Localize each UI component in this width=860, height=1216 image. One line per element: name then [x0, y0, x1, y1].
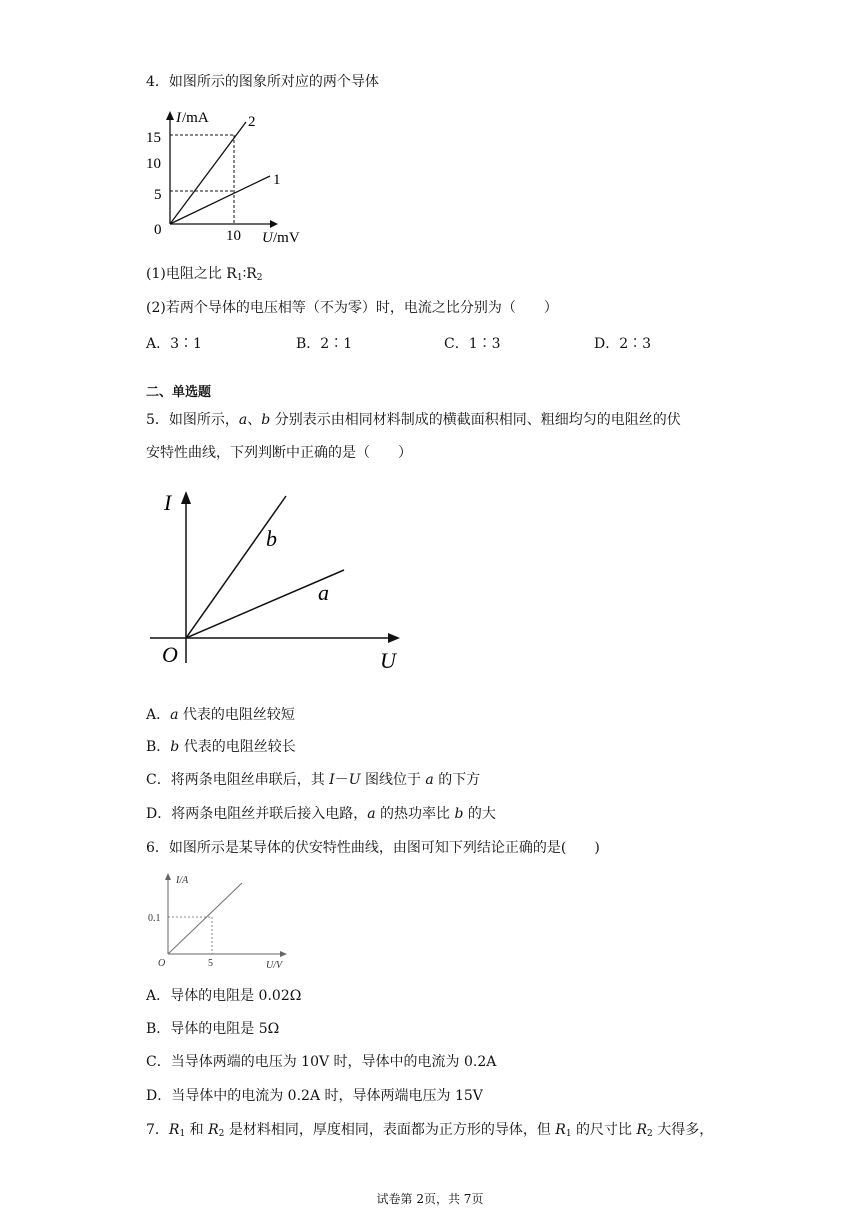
q6-line	[168, 883, 242, 954]
page-footer: 试卷第 2页，共 7页	[376, 1192, 484, 1206]
q4-option-a[interactable]: A．3∶1	[146, 336, 202, 352]
q6-y-tick: 0.1	[148, 913, 161, 924]
q4-y-axis-var: I	[176, 110, 181, 126]
q5-option-d[interactable]: D．将两条电阻丝并联后接入电路，a 的热功率比 b 的大	[146, 806, 496, 822]
q6-x-tick: 5	[208, 958, 213, 969]
q4-y-tick-5: 5	[154, 187, 162, 203]
q4-sub1: (1)电阻之比 $R_1∶R_2$	[146, 266, 263, 283]
q6-x-axis-label: U/V	[266, 960, 283, 971]
q5-stem-line2: 安特性曲线，下列判断中正确的是（ ）	[146, 445, 412, 461]
q5-option-b[interactable]: B．b 代表的电阻丝较长	[146, 739, 296, 755]
q5-option-a[interactable]: A．a 代表的电阻丝较短	[146, 707, 295, 723]
q6-origin-label: O	[158, 958, 166, 969]
q4-x-axis-var: U	[262, 230, 273, 246]
q4-x-axis-unit: /mV	[273, 230, 300, 246]
q4-option-d[interactable]: D．2∶3	[594, 336, 652, 352]
q6-option-d[interactable]: D．当导体中的电流为 0.2A 时，导体两端电压为 15V	[146, 1088, 483, 1104]
q4-y-axis-unit: /mA	[182, 110, 209, 126]
q6-y-axis-label: I/A	[176, 875, 189, 886]
q5-line-b-label: b	[266, 526, 277, 551]
section-title: 二、单选题	[146, 385, 212, 400]
q4-sub2: (2)若两个导体的电压相等（不为零）时，电流之比分别为（ ）	[146, 300, 558, 316]
q4-line-2	[170, 122, 246, 224]
q7-stem: 7．$R_1$ 和 $R_2$ 是材料相同，厚度相同，表面都为正方形的导体，但 $R_1$ 的尺寸比 $R_2$ 大得多，	[146, 1122, 714, 1139]
q6-option-a[interactable]: A．导体的电阻是 0.02Ω	[146, 988, 302, 1004]
q4-line-1	[170, 176, 270, 224]
q6-option-c[interactable]: C．当导体两端的电压为 10V 时，导体中的电流为 0.2A	[146, 1054, 497, 1070]
q4-option-c[interactable]: C．1∶3	[444, 336, 501, 352]
q5-figure	[150, 488, 410, 678]
q5-origin-label: O	[162, 642, 178, 667]
q6-stem: 6．如图所示是某导体的伏安特性曲线，由图可知下列结论正确的是( )	[146, 840, 600, 856]
q4-figure	[146, 106, 326, 246]
q4-x-tick-10: 10	[226, 228, 241, 244]
q4-line-label-2: 2	[248, 114, 256, 130]
q5-stem-line1: 5．如图所示，a、b 分别表示由相同材料制成的横截面积相同、粗细均匀的电阻丝的伏	[146, 412, 681, 428]
q4-stem: 4．如图所示的图象所对应的两个导体	[146, 74, 379, 90]
q4-y-tick-10: 10	[146, 156, 161, 172]
q5-option-c[interactable]: C．将两条电阻丝串联后，其 I－U 图线位于 a 的下方	[146, 772, 481, 788]
q6-option-b[interactable]: B．导体的电阻是 5Ω	[146, 1021, 280, 1037]
q4-line-label-1: 1	[273, 172, 281, 188]
q6-figure	[146, 870, 296, 976]
q5-y-axis-label: I	[164, 490, 172, 515]
q4-y-tick-0: 0	[154, 222, 162, 238]
q5-line-a-label: a	[318, 580, 329, 605]
q4-y-tick-15: 15	[146, 130, 161, 146]
q4-option-b[interactable]: B．2∶1	[296, 336, 353, 352]
q5-x-axis-label: U	[380, 648, 396, 673]
